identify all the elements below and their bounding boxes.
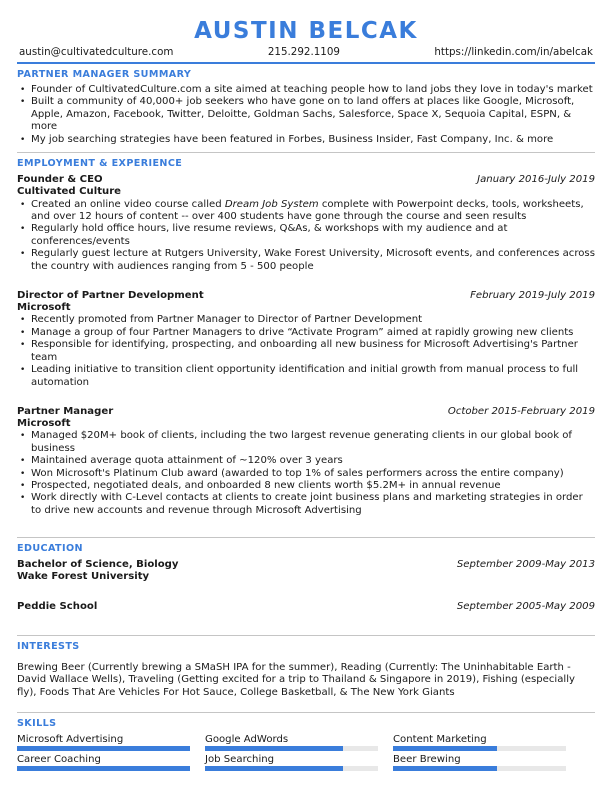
section-title-experience: EMPLOYMENT & EXPERIENCE bbox=[17, 152, 595, 170]
job-bullet: • Managed $20M+ book of clients, including the two largest revenue generating clients in our global book of business bbox=[17, 430, 595, 455]
skill-bar bbox=[17, 746, 190, 751]
job-entry bbox=[17, 173, 595, 273]
education-dates: September 2009-May 2013 bbox=[456, 559, 595, 571]
job-bullet: • Prospected, negotiated deals, and onboarded 8 new clients worth $5.2M+ in annual revenue bbox=[17, 480, 595, 492]
skills-grid bbox=[17, 733, 595, 771]
skill-item bbox=[17, 733, 190, 751]
skill-label: Job Searching bbox=[205, 753, 275, 765]
skill-item bbox=[393, 733, 566, 751]
education-entry bbox=[17, 558, 595, 584]
skill-label: Microsoft Advertising bbox=[17, 733, 124, 745]
section-title-education: EDUCATION bbox=[17, 537, 595, 555]
education-dates: September 2005-May 2009 bbox=[456, 600, 595, 612]
skill-bar-fill bbox=[393, 746, 497, 751]
summary-list bbox=[17, 84, 595, 146]
interests-text: Brewing Beer (Currently brewing a SMaSH IPA for the summer), Reading (Currently: The Uninhabitable Earth - David Wallace Wells), Traveling (Getting excited for a trip to Thailand & Singapore in 2019), Fishing (especially fly), Foods That Are Vehicles For Hot Sauce, College Basketball, & The New York Giants bbox=[17, 661, 576, 698]
section-title-summary: PARTNER MANAGER SUMMARY bbox=[17, 62, 595, 81]
skill-label: Google AdWords bbox=[205, 733, 289, 745]
email-link[interactable]: austin@cultivatedculture.com bbox=[19, 46, 174, 58]
job-bullet: • Regularly hold office hours, live resume reviews, Q&As, & workshops with my audience and at conferences/events bbox=[17, 223, 595, 248]
degree-name: Bachelor of Science, Biology bbox=[17, 559, 179, 571]
company-name: Cultivated Culture bbox=[17, 186, 122, 198]
job-bullet: • Leading initiative to transition client opportunity identification and initial growth from manual process to full automation bbox=[17, 364, 595, 389]
job-dates: February 2019-July 2019 bbox=[470, 289, 595, 301]
job-entry bbox=[17, 405, 595, 517]
job-entry bbox=[17, 289, 595, 389]
company-name: Microsoft bbox=[17, 301, 71, 313]
school-name: Peddie School bbox=[17, 600, 98, 612]
skill-item bbox=[205, 753, 378, 771]
school-name: Wake Forest University bbox=[17, 571, 150, 583]
skill-bar-fill bbox=[205, 746, 343, 751]
summary-bullet: • Built a community of 40,000+ job seekers who have gone on to land offers at places like Google, Microsoft, Apple, Amazon, Facebook, Twitter, Deloitte, Goldman Sachs, Salesforce, Space X, Sequoia Capital, ESPN, & more bbox=[17, 96, 595, 133]
skill-label: Content Marketing bbox=[393, 733, 487, 745]
candidate-name: AUSTIN BELCAK bbox=[194, 18, 418, 44]
skill-label: Career Coaching bbox=[17, 753, 101, 765]
section-title-skills: SKILLS bbox=[17, 712, 595, 730]
skill-item bbox=[393, 753, 566, 771]
company-name: Microsoft bbox=[17, 417, 71, 429]
skill-label: Beer Brewing bbox=[393, 753, 461, 765]
skill-bar-fill bbox=[17, 746, 190, 751]
skill-bar-fill bbox=[393, 766, 497, 771]
skill-bar bbox=[205, 766, 378, 771]
skill-bar-fill bbox=[205, 766, 343, 771]
job-bullet: • Regularly guest lecture at Rutgers University, Wake Forest University, Microsoft events, and conferences across the country with audiences ranging from 5 - 500 people bbox=[17, 248, 595, 273]
job-bullets bbox=[17, 430, 595, 517]
job-bullet: • Maintained average quota attainment of ~120% over 3 years bbox=[17, 455, 595, 467]
linkedin-link[interactable]: https://linkedin.com/in/abelcak bbox=[434, 46, 593, 58]
job-bullets bbox=[17, 314, 595, 388]
job-bullet: • Recently promoted from Partner Manager to Director of Partner Development bbox=[17, 314, 595, 326]
job-bullet: • Won Microsoft's Platinum Club award (awarded to top 1% of sales performers across the entire company) bbox=[17, 468, 595, 480]
job-bullets bbox=[17, 199, 595, 273]
job-dates: January 2016-July 2019 bbox=[477, 174, 595, 186]
contact-line bbox=[17, 46, 595, 59]
skill-bar-fill bbox=[17, 766, 190, 771]
section-title-interests: INTERESTS bbox=[17, 635, 595, 653]
job-bullet: • Responsible for identifying, prospecting, and onboarding all new business for Microsoft Advertising's Partner team bbox=[17, 339, 595, 364]
education-entry bbox=[17, 600, 595, 613]
skill-item bbox=[205, 733, 378, 751]
summary-bullet: • Founder of CultivatedCulture.com a site aimed at teaching people how to land jobs they love in today's market bbox=[17, 84, 595, 96]
skill-bar bbox=[393, 746, 566, 751]
phone-number: 215.292.1109 bbox=[267, 46, 340, 58]
job-bullet: • Created an online video course called Dream Job System complete with Powerpoint decks, tools, worksheets, and over 12 hours of content -- over 400 students have gone through the course and seen results bbox=[17, 199, 595, 224]
job-title: Founder & CEO bbox=[17, 174, 103, 186]
job-title: Director of Partner Development bbox=[17, 289, 204, 301]
summary-bullet: • My job searching strategies have been featured in Forbes, Business Insider, Fast Company, Inc. & more bbox=[17, 134, 595, 146]
skill-bar bbox=[17, 766, 190, 771]
job-bullet: • Manage a group of four Partner Managers to drive “Activate Program” aimed at rapidly growing new clients bbox=[17, 327, 595, 339]
job-title: Partner Manager bbox=[17, 405, 114, 417]
job-dates: October 2015-February 2019 bbox=[447, 405, 595, 417]
skill-item bbox=[17, 753, 190, 771]
skill-bar bbox=[393, 766, 566, 771]
skill-bar bbox=[205, 746, 378, 751]
job-bullet: • Work directly with C-Level contacts at clients to create joint business plans and marketing strategies in order to drive new accounts and revenue through Microsoft Advertising bbox=[17, 492, 595, 517]
